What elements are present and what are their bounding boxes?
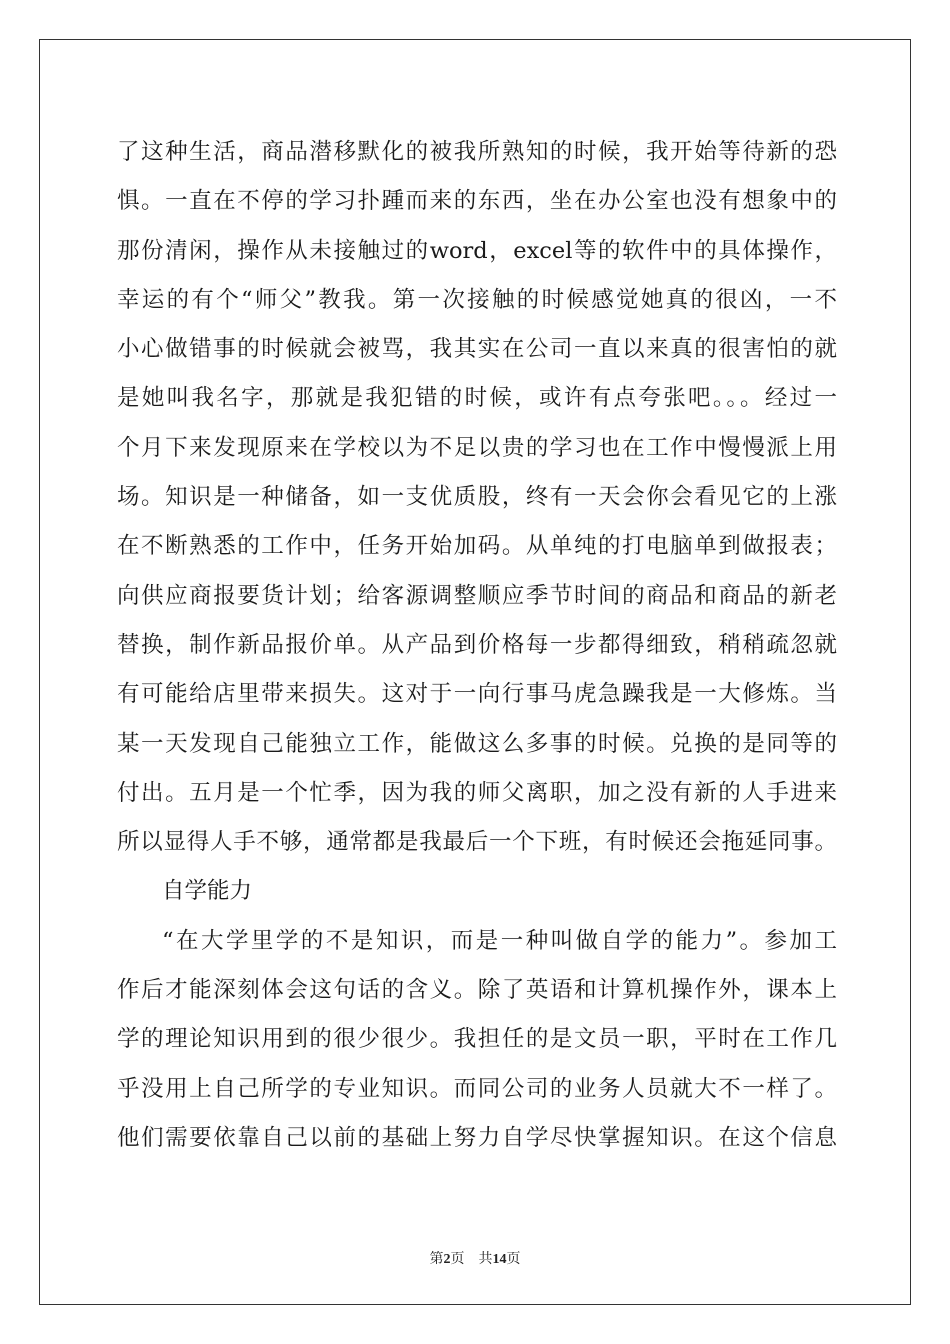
footer-suffix: 页 (506, 1252, 521, 1267)
footer-total-pages: 14 (492, 1252, 507, 1267)
paragraph-first-line: “在大学里学的不是知识，而是一种叫做自学的能力”。参加工 (162, 927, 837, 954)
body-line: 是她叫我名字，那就是我犯错的时候，或许有点夸张吧。。。经过一 (117, 385, 837, 412)
body-line: 个月下来发现原来在学校以为不足以贵的学习也在工作中慢慢派上用 (117, 434, 837, 461)
body-line: 有可能给店里带来损失。这对于一向行事马虎急躁我是一大修炼。当 (117, 681, 837, 708)
body-line: 幸运的有个“师父”教我。第一次接触的时候感觉她真的很凶，一不 (117, 286, 837, 313)
body-line: 某一天发现自己能独立工作，能做这么多事的时候。兑换的是同等的 (117, 730, 837, 757)
body-line: 了这种生活，商品潜移默化的被我所熟知的时候，我开始等待新的恐 (117, 139, 837, 165)
body-line: 他们需要依靠自己以前的基础上努力自学尽快掌握知识。在这个信息 (117, 1124, 837, 1151)
body-line: 惧。一直在不停的学习扑踵而来的东西，坐在办公室也没有想象中的 (117, 188, 837, 215)
document-body (117, 128, 837, 1163)
body-line: 付出。五月是一个忙季，因为我的师父离职，加之没有新的人手进来 (117, 779, 837, 806)
body-line: 替换，制作新品报价单。从产品到价格每一步都得细致，稍稍疏忽就 (117, 631, 837, 658)
body-line: 所以显得人手不够，通常都是我最后一个下班，有时候还会拖延同事。 (117, 829, 837, 856)
body-line: 在不断熟悉的工作中，任务开始加码。从单纯的打电脑单到做报表； (117, 533, 837, 560)
body-line: 那份清闲，操作从未接触过的word，excel等的软件中的具体操作， (117, 237, 837, 264)
section-heading: 自学能力 (162, 878, 253, 905)
footer-prefix: 第 (429, 1252, 444, 1267)
body-line: 向供应商报要货计划；给客源调整顺应季节时间的商品和商品的新老 (117, 582, 837, 609)
body-line: 场。知识是一种储备，如一支优质股，终有一天会你会看见它的上涨 (117, 484, 837, 511)
footer-page-number: 2 (443, 1252, 451, 1267)
body-line: 小心做错事的时候就会被骂，我其实在公司一直以来真的很害怕的就 (117, 336, 837, 363)
body-line: 学的理论知识用到的很少很少。我担任的是文员一职，平时在工作几 (117, 1026, 837, 1053)
page-footer (0, 1248, 950, 1268)
footer-mid: 页 共 (450, 1252, 493, 1267)
body-line: 乎没用上自己所学的专业知识。而同公司的业务人员就大不一样了。 (117, 1075, 837, 1102)
body-line: 作后才能深刻体会这句话的含义。除了英语和计算机操作外，课本上 (117, 977, 837, 1004)
